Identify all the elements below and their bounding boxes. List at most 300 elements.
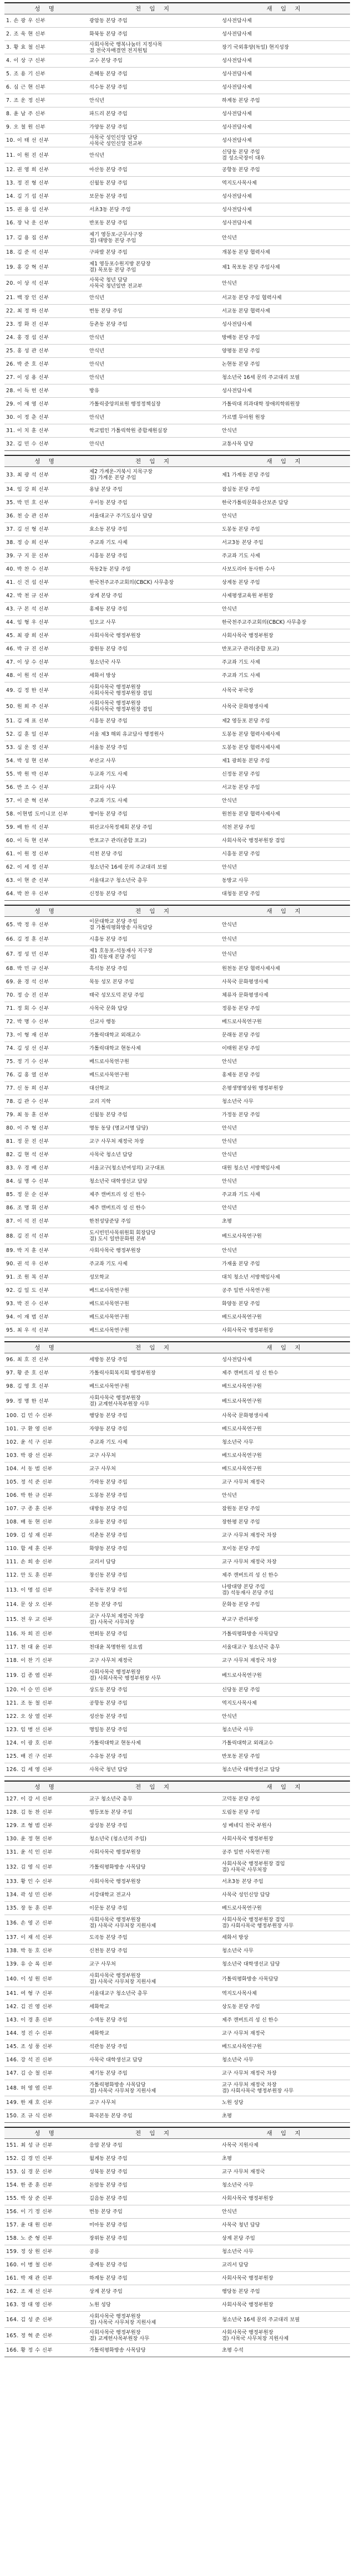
current-post: 안식년: [88, 291, 220, 305]
table-row: [4, 1489, 350, 1502]
new-post: 잠원동 본당 주임: [220, 1502, 350, 1516]
new-post: 서울대교구 청소년국 총무: [220, 1641, 350, 1654]
priest-name: 137. 이 재 석 신부: [4, 1931, 88, 1944]
priest-name: 27. 이 성 용 신부: [4, 371, 88, 384]
table-row: [4, 603, 350, 616]
table-row: [4, 318, 350, 331]
new-post: 석천 본당 주임: [220, 821, 350, 834]
priest-name: 145. 조 성 풍 신부: [4, 2040, 88, 2054]
new-post: 사회사목국 행정부원장: [220, 2298, 350, 2312]
table-row: [4, 424, 350, 438]
table-row: [4, 576, 350, 589]
new-post: 교구 사무처 재정국 차장: [220, 1529, 350, 1542]
current-post: 세화서 방상: [88, 669, 220, 683]
priest-name: 84. 심 명 수 신부: [4, 1175, 88, 1188]
new-post: 주교좌 기도 사제: [220, 669, 350, 683]
new-post: 공항동 본당 주임: [220, 163, 350, 177]
table-row: [4, 275, 350, 291]
current-post: 사회사목국 행정부원장 사회사목국 행정부원장 겸임: [88, 699, 220, 715]
new-post: 나랑대양 본당 주임 겸) 석동재사 본당 주임: [220, 1582, 350, 1598]
priest-name: 160. 이 병 철 신부: [4, 2259, 88, 2272]
new-post: 청소년국 사무: [220, 2179, 350, 2192]
priest-name: 43. 구 본 석 신부: [4, 603, 88, 616]
priest-name: 44. 임 형 우 신부: [4, 616, 88, 629]
table-row: [4, 68, 350, 81]
current-post: 사회사목국 행복나눔터 지정사목 겸 전국자매결연 전지원팀: [88, 41, 220, 54]
priest-name: 114. 문 상 오 신부: [4, 1598, 88, 1612]
table-row: [4, 305, 350, 318]
priest-name: 14. 김 기 섭 신부: [4, 190, 88, 203]
current-post: 교구 사무처 재정국 차장 겸) 사목국 사무처장: [88, 1612, 220, 1628]
table-row: [4, 2096, 350, 2110]
new-post: 성사전담사제: [220, 190, 350, 203]
priest-name: 26. 박 준 호 신부: [4, 358, 88, 371]
current-post: 청소년국 사무: [88, 656, 220, 669]
new-post: 가톨릭평화방송 사목담당: [220, 1971, 350, 1987]
table-row: [4, 1889, 350, 1902]
priest-name: 131. 윤 석 인 신부: [4, 1846, 88, 1859]
table-row: [4, 1763, 350, 1777]
appointment-table: [4, 1780, 350, 2123]
new-post: 도림동 본당 주임: [220, 1806, 350, 1819]
new-post: 신당동 본당 주임 겸 성소국장이 대우: [220, 147, 350, 163]
new-post: 체류자 문화평생사제: [220, 989, 350, 1002]
current-post: 월계동 본당 주임: [88, 2152, 220, 2166]
priest-name: 62. 이 세 정 신부: [4, 861, 88, 874]
priest-name: 115. 전 우 교 신부: [4, 1612, 88, 1628]
current-post: 태국 성모도덕 본당 주임: [88, 989, 220, 1002]
current-post: 위산교사목정제회 본당 주임: [88, 821, 220, 834]
current-post: 광암동 본당 주임: [88, 14, 220, 28]
table-row: [4, 669, 350, 683]
table-row: [4, 1859, 350, 1875]
new-post: 제1 목포동 본당 주임사제: [220, 259, 350, 275]
new-post: 양평동 본당 주임: [220, 345, 350, 358]
current-post: 흑석동 본당 주임: [88, 962, 220, 976]
table-row: [4, 1641, 350, 1654]
new-post: 베드로사목연구원: [220, 1667, 350, 1684]
priest-name: 121. 조 동 철 신부: [4, 1697, 88, 1710]
new-post: 안식년: [220, 1244, 350, 1258]
priest-name: 61. 이 원 정 신부: [4, 848, 88, 861]
table-row: [4, 1162, 350, 1175]
current-post: 수색동 본당 주임: [88, 2014, 220, 2027]
current-post: 서강대학교 전교사: [88, 1889, 220, 1902]
table-row: [4, 643, 350, 656]
table-row: [4, 230, 350, 246]
new-post: 성사전담사제: [220, 203, 350, 217]
priest-name: 58. 이현범 도미니코 신부: [4, 808, 88, 821]
new-post: 개봉동 본당 협력사제: [220, 246, 350, 259]
priest-name: 134. 곽 성 민 신부: [4, 1889, 88, 1902]
priest-name: 127. 이 강 서 신부: [4, 1793, 88, 1806]
current-post: 시흥동 본당 주임: [88, 550, 220, 563]
table-row: [4, 483, 350, 496]
new-post: 대치 청소년 서방책임사제: [220, 1271, 350, 1284]
priest-name: 165. 정 혁 준 신부: [4, 2328, 88, 2344]
current-post: 교구 사무처: [88, 1449, 220, 1463]
table-row: [4, 1463, 350, 1476]
priest-name: 113. 이 명 섭 신부: [4, 1582, 88, 1598]
priest-name: 37. 김 선 형 신부: [4, 523, 88, 536]
new-post: 사회사목국 행정부원장: [220, 1324, 350, 1337]
priest-name: 50. 원 희 주 신부: [4, 699, 88, 715]
new-post: 서교동 본당 주임 협력사제: [220, 291, 350, 305]
priest-name: 56. 반 조 수 신부: [4, 781, 88, 794]
header-current-post: 전 임 지: [88, 455, 220, 467]
new-post: 하계동 본당 주임: [220, 94, 350, 107]
table-row: [4, 54, 350, 68]
header-new-post: 새 임 지: [220, 455, 350, 467]
current-post: 석촌동 본당 주임: [88, 1529, 220, 1542]
current-post: 성북동 본당 주임: [88, 2166, 220, 2179]
priest-name: 142. 김 진 영 신부: [4, 2000, 88, 2014]
priest-name: 52. 김 훈 일 신부: [4, 728, 88, 741]
table-row: [4, 190, 350, 203]
current-post: 천대윤 복명한원 성요셉: [88, 1641, 220, 1654]
current-post: 베드로사목연구원: [88, 1311, 220, 1324]
new-post: 가정동 본당 주임: [220, 1109, 350, 1122]
table-row: [4, 1055, 350, 1069]
new-post: 교구 사무처 재정국 차장: [220, 2067, 350, 2080]
new-post: 교구 사무처 재정국: [220, 2027, 350, 2040]
new-post: 교구 사무처 재정국 차장: [220, 1654, 350, 1667]
new-post: 성사전담사제: [220, 68, 350, 81]
table-row: [4, 1750, 350, 1763]
priest-name: 60. 이 득 현 신부: [4, 834, 88, 848]
priest-name: 65. 박 정 우 신부: [4, 917, 88, 933]
current-post: 신월동 본당 주임: [88, 177, 220, 190]
current-post: 주교좌 기도 사제: [88, 794, 220, 808]
current-post: 사회사목국 행정부원장: [88, 1846, 220, 1859]
new-post: 베드로사목연구원: [220, 1393, 350, 1409]
new-post: 청소년국 사무: [220, 1944, 350, 1958]
header-new-post: 새 임 지: [220, 3, 350, 14]
current-post: 창신동 본당 주임: [88, 1569, 220, 1582]
priest-name: 122. 오 상 열 신부: [4, 1710, 88, 1723]
table-row: [4, 874, 350, 887]
priest-name: 140. 이 성 원 신부: [4, 1971, 88, 1987]
table-row: [4, 821, 350, 834]
priest-name: 149. 한 재 호 신부: [4, 2096, 88, 2110]
table-row: [4, 28, 350, 41]
priest-name: 126. 김 세 영 신부: [4, 1763, 88, 1777]
current-post: 선교사 행동: [88, 1015, 220, 1029]
table-row: [4, 1409, 350, 1423]
current-post: 사회사목국 행정부원장 겸) 사목국 사무처장 지원사제: [88, 1971, 220, 1987]
header-new-post: 새 임 지: [220, 1342, 350, 1353]
current-post: 삼성동 본당 주임: [88, 1819, 220, 1833]
current-post: 사회사목국 행정부원장 겸) 교계헌사목부원장 사무: [88, 2328, 220, 2344]
priest-name: 12. 권 영 희 신부: [4, 163, 88, 177]
appointment-table: [4, 455, 350, 901]
table-row: [4, 1082, 350, 1095]
table-header-row: [4, 455, 350, 467]
table-row: [4, 1188, 350, 1202]
priest-name: 48. 이 원 석 신부: [4, 669, 88, 683]
table-row: [4, 946, 350, 962]
priest-name: 3. 황 효 철 신부: [4, 41, 88, 54]
priest-name: 11. 이 원 진 신부: [4, 147, 88, 163]
current-post: 가톨릭평화방송 사목담당: [88, 2344, 220, 2357]
current-post: 석천 본당 주임: [88, 848, 220, 861]
table-row: [4, 94, 350, 107]
current-post: 중곡동 본당 주임: [88, 1582, 220, 1598]
new-post: 사회사목국 행정부원장: [220, 629, 350, 643]
current-post: 두교좌 기도 사제: [88, 768, 220, 781]
current-post: 화양동 본당 주임: [88, 1542, 220, 1556]
new-post: 교구 사무처 재정국: [220, 2166, 350, 2179]
table-row: [4, 2259, 350, 2272]
current-post: 안식년: [88, 94, 220, 107]
table-row: [4, 1029, 350, 1042]
table-row: [4, 699, 350, 715]
appointment-table: [4, 1341, 350, 1777]
current-post: 본동 본당 주임: [88, 1598, 220, 1612]
table-row: [4, 291, 350, 305]
new-post: 성사전담사제: [220, 54, 350, 68]
current-post: 시흥동 본당 주임: [88, 715, 220, 728]
current-post: 제2 가계운-거북시 지목구장 겸) 가계운 본당 주임: [88, 467, 220, 483]
priest-name: 158. 노 준 형 신부: [4, 2232, 88, 2245]
table-header-row: [4, 2127, 350, 2139]
table-row: [4, 2000, 350, 2014]
new-post: 사회사목국 행정부원장: [220, 2272, 350, 2285]
header-current-post: 전 임 지: [88, 1342, 220, 1353]
priest-name: 67. 정 성 민 신부: [4, 946, 88, 962]
table-row: [4, 1476, 350, 1489]
new-post: 논현동 본당 주임: [220, 358, 350, 371]
table-row: [4, 217, 350, 230]
new-post: 성사전담사제: [220, 14, 350, 28]
current-post: 가톨릭사회복지회 행정부원장: [88, 1367, 220, 1380]
new-post: 베드로사목연구원: [220, 1311, 350, 1324]
table-row: [4, 1393, 350, 1409]
new-post: 사회사목국 행정부원장: [220, 1833, 350, 1846]
table-row: [4, 2067, 350, 2080]
priest-name: 166. 황 정 수 신부: [4, 2344, 88, 2357]
new-post: 사목국 문화평생사제: [220, 976, 350, 989]
current-post: 교구 청소년국 총무: [88, 1793, 220, 1806]
new-post: 이태원 본당 주임: [220, 1042, 350, 1055]
priest-name: 25. 홍 성 관 신부: [4, 345, 88, 358]
priest-name: 93. 박 진 수 신부: [4, 1297, 88, 1311]
table-row: [4, 683, 350, 699]
current-post: 석관동 본당 주임: [88, 2040, 220, 2054]
current-post: 도시빈민사목위원회 회장담당 겸) 도시 일반문화원 본부: [88, 1228, 220, 1244]
current-post: 공릉: [88, 2245, 220, 2259]
current-post: 등촌동 본당 주임: [88, 318, 220, 331]
table-row: [4, 1569, 350, 1582]
table-row: [4, 1612, 350, 1628]
priest-name: 78. 김 관 수 신부: [4, 1095, 88, 1109]
table-row: [4, 134, 350, 147]
current-post: 도봉동 본당 주임: [88, 1489, 220, 1502]
priest-name: 6. 심 근 현 신부: [4, 81, 88, 94]
table-row: [4, 1449, 350, 1463]
priest-name: 29. 이 재 영 신부: [4, 398, 88, 411]
current-post: 명일동 본당 주임: [88, 1723, 220, 1737]
table-row: [4, 1423, 350, 1436]
priest-name: 108. 배 동 현 신부: [4, 1516, 88, 1529]
new-post: 신당동 본당 주임: [220, 1684, 350, 1697]
priest-name: 136. 손 영 곤 신부: [4, 1915, 88, 1931]
current-post: 청소년국 (청소년의 주임): [88, 1833, 220, 1846]
current-post: 사목국 성인신앙 담당 사목국 성인신앙 전교부: [88, 134, 220, 147]
table-row: [4, 2205, 350, 2219]
priest-name: 45. 최 광 희 신부: [4, 629, 88, 643]
priest-name: 54. 박 성 현 신부: [4, 755, 88, 768]
new-post: 도봉동 본당 협력사제사제: [220, 728, 350, 741]
table-row: [4, 2027, 350, 2040]
table-row: [4, 589, 350, 603]
new-post: 도봉동 본당 협력사제사제: [220, 741, 350, 755]
priest-name: 141. 여 형 구 신부: [4, 1987, 88, 2000]
priest-name: 85. 정 문 순 신부: [4, 1188, 88, 1202]
new-post: 세화서 방상: [220, 1931, 350, 1944]
table-row: [4, 2312, 350, 2328]
priest-name: 153. 심 경 문 신부: [4, 2166, 88, 2179]
current-post: 안식년: [88, 331, 220, 345]
priest-name: 2. 조 욱 현 신부: [4, 28, 88, 41]
current-post: 서울교구(청소년여성의) 교구대표: [88, 1162, 220, 1175]
table-row: [4, 1148, 350, 1162]
priest-name: 46. 박 규 진 신부: [4, 643, 88, 656]
priest-name: 89. 박 지 훈 신부: [4, 1244, 88, 1258]
priest-name: 4. 이 상 구 신부: [4, 54, 88, 68]
table-row: [4, 1228, 350, 1244]
priest-name: 63. 이 현 준 신부: [4, 874, 88, 887]
priest-name: 88. 김 진 석 신부: [4, 1228, 88, 1244]
table-row: [4, 728, 350, 741]
new-post: 가르멜 무아원 원장: [220, 411, 350, 424]
priest-name: 42. 박 천 규 신부: [4, 589, 88, 603]
new-post: 교리서 담당: [220, 2259, 350, 2272]
new-post: 안식년: [220, 1148, 350, 1162]
priest-name: 135. 장 동 훈 신부: [4, 1902, 88, 1915]
priest-name: 81. 정 문 진 신부: [4, 1135, 88, 1148]
current-post: 안식년: [88, 345, 220, 358]
new-post: 대원 청소년 서방책임사제: [220, 1162, 350, 1175]
table-row: [4, 2232, 350, 2245]
new-post: 청소년국 사무: [220, 1436, 350, 1449]
priest-name: 75. 정 기 수 신부: [4, 1055, 88, 1069]
table-row: [4, 616, 350, 629]
table-row: [4, 933, 350, 946]
new-post: 제2 영등포 본당 주임: [220, 715, 350, 728]
table-row: [4, 808, 350, 821]
priest-name: 69. 윤 경 석 신부: [4, 976, 88, 989]
new-post: 성사전담사제: [220, 121, 350, 134]
new-post: 안식년: [220, 1135, 350, 1148]
new-post: 청소년국 16세 문의 주교대리 보필: [220, 371, 350, 384]
table-row: [4, 107, 350, 121]
priest-name: 7. 조 운 정 신부: [4, 94, 88, 107]
priest-name: 35. 박 민 호 신부: [4, 496, 88, 510]
header-name: 성 명: [4, 1342, 88, 1353]
priest-name: 107. 구 종 훈 신부: [4, 1502, 88, 1516]
new-post: 안식년: [220, 933, 350, 946]
current-post: 대선학교: [88, 1082, 220, 1095]
table-row: [4, 2152, 350, 2166]
current-post: 번동 본당 주임: [88, 305, 220, 318]
new-post: 성사전담사제: [220, 107, 350, 121]
current-post: 대방동 본당 주임: [88, 1502, 220, 1516]
table-row: [4, 1271, 350, 1284]
new-post: 신정동 본당 주임: [220, 768, 350, 781]
table-row: [4, 2166, 350, 2179]
priest-name: 163. 정 대 영 신부: [4, 2298, 88, 2312]
table-row: [4, 1324, 350, 1337]
new-post: 교통사목 담당: [220, 438, 350, 451]
priest-name: 98. 김 영 호 신부: [4, 1380, 88, 1393]
current-post: 신천동 본당 주임: [88, 1944, 220, 1958]
current-post: 효소동 본당 주임: [88, 523, 220, 536]
new-post: 성사전담사제: [220, 217, 350, 230]
new-post: 상도동 본당 주임: [220, 2000, 350, 2014]
priest-name: 138. 박 동 호 신부: [4, 1944, 88, 1958]
new-post: 안식년: [220, 1710, 350, 1723]
new-post: 초평: [220, 2152, 350, 2166]
table-row: [4, 2219, 350, 2232]
new-post: 방배동 본당 주임: [220, 331, 350, 345]
current-post: 사목국 청소년 담당: [88, 1148, 220, 1162]
table-row: [4, 794, 350, 808]
new-post: 문래동 본당 주임: [220, 1029, 350, 1042]
header-name: 성 명: [4, 905, 88, 917]
priest-name: 87. 이 석 진 신부: [4, 1215, 88, 1228]
new-post: 서교동 본당 협력사제: [220, 305, 350, 318]
current-post: 사회사목국 행정부원장 겸) 사회사목국 행정부원장 사무: [88, 1667, 220, 1684]
current-post: 제주 캔버트리 성 신 한수: [88, 1188, 220, 1202]
new-post: 제1 가계동 본당 주임: [220, 467, 350, 483]
new-post: 대청동 본당 주임: [220, 887, 350, 901]
new-post: 서교3동 본당 주임: [220, 536, 350, 550]
priest-name: 106. 박 한 규 신부: [4, 1489, 88, 1502]
table-row: [4, 2179, 350, 2192]
table-row: [4, 1175, 350, 1188]
new-post: 사회사목국 행정부원장 겸) 사목국 사무처장 지원사제: [220, 2328, 350, 2344]
priest-name: 20. 이 상 석 신부: [4, 275, 88, 291]
header-current-post: 전 임 지: [88, 905, 220, 917]
new-post: 사회사목국 행정부원장 겸임 겸) 사목국 사무처장: [220, 1859, 350, 1875]
table-row: [4, 550, 350, 563]
new-post: 한국천주교주교회의(CBCK) 사무총장: [220, 616, 350, 629]
new-post: 노원 성당: [220, 2096, 350, 2110]
table-row: [4, 411, 350, 424]
current-post: 반포교구 관리(종합 포교): [88, 834, 220, 848]
current-post: 제기동 본당 주임: [88, 2067, 220, 2080]
new-post: 안식년: [220, 424, 350, 438]
priest-name: 28. 이 득 헌 신부: [4, 384, 88, 398]
new-post: 교구 사무처 재정국 차장 겸) 사회사목국 행정부원장 사무: [220, 2080, 350, 2096]
table-row: [4, 41, 350, 54]
priest-name: 117. 천 대 윤 신부: [4, 1641, 88, 1654]
current-post: 베드로사목연구원: [88, 1055, 220, 1069]
header-name: 성 명: [4, 1781, 88, 1793]
priest-name: 133. 황 인 수 신부: [4, 1875, 88, 1889]
new-post: 행당동 본당 주임: [220, 2285, 350, 2298]
table-row: [4, 438, 350, 451]
current-post: 서초3동 본당 주임: [88, 203, 220, 217]
priest-name: 38. 정 승 희 신부: [4, 536, 88, 550]
table-row: [4, 147, 350, 163]
table-row: [4, 768, 350, 781]
current-post: 잠원동 본당 주임: [88, 643, 220, 656]
current-post: 서울대교구 청소년국 총무: [88, 1987, 220, 2000]
current-post: 아산동 본당 주임: [88, 163, 220, 177]
new-post: 주교좌 기도 사제: [220, 1188, 350, 1202]
